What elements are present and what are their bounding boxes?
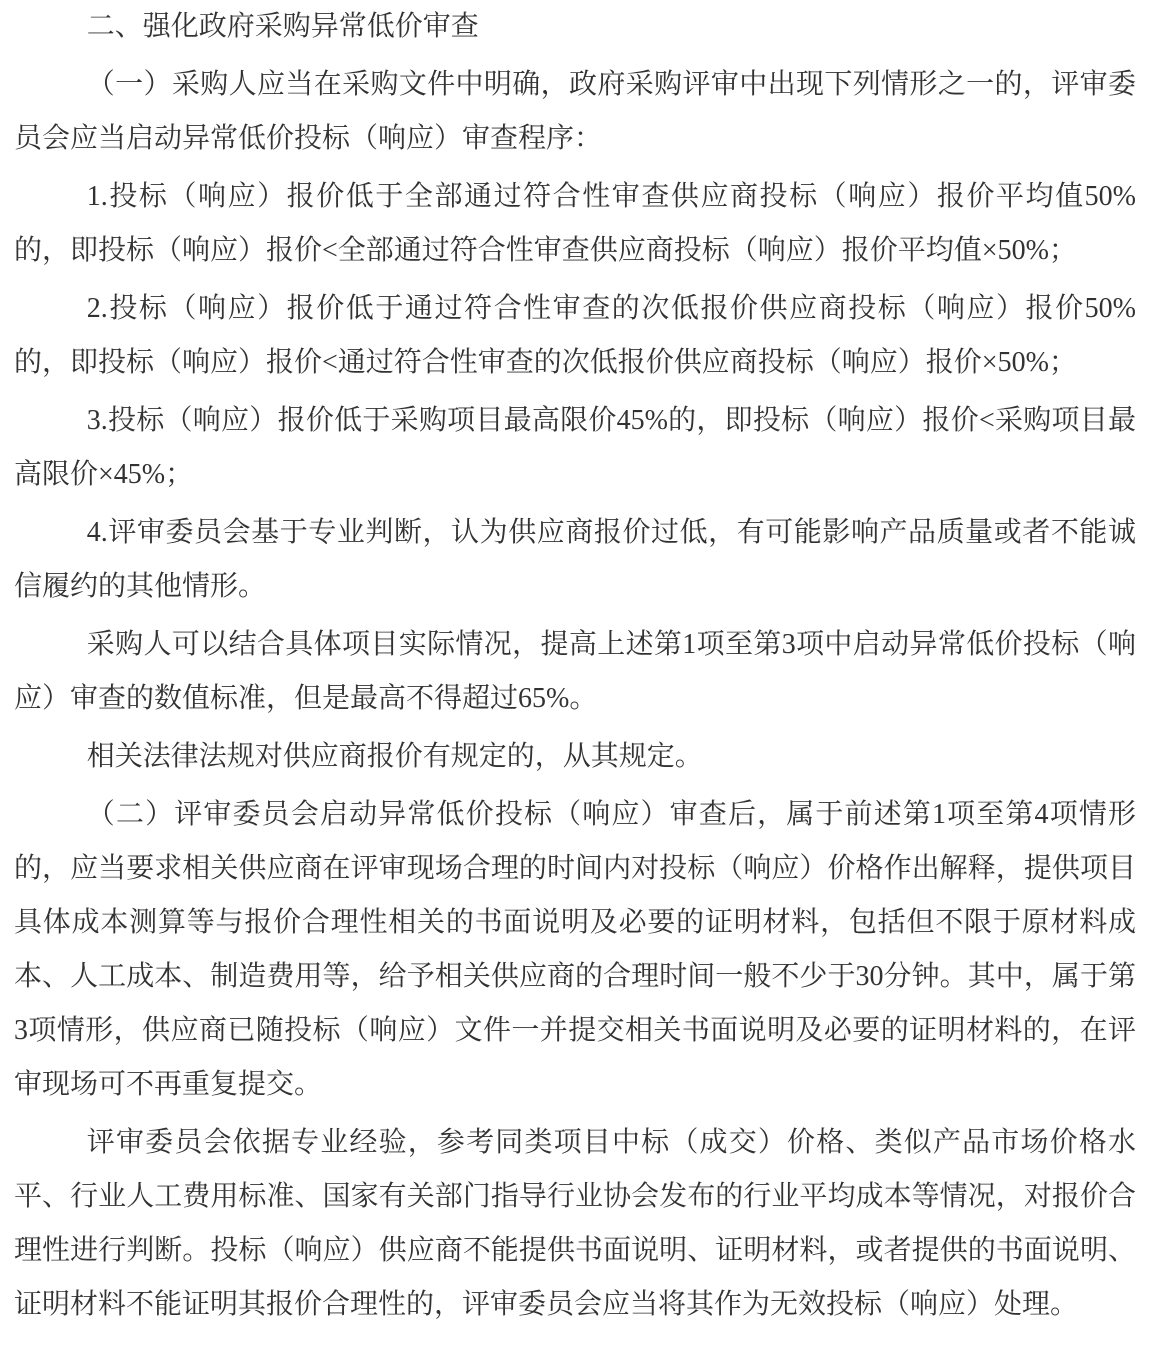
paragraph-review-procedure: （二）评审委员会启动异常低价投标（响应）审查后，属于前述第1项至第4项情形的，应当要求相关供应商在评审现场合理的时间内对投标（响应）价格作出解释，提供项目具体成本测算等与报价合理性相关的书面说明及必要的证明材料，包括但不限于原材料成本、人工成本、制造费用等，给予相关供应商的合理时间一般不少于30分钟。其中，属于第3项情形，供应商已随投标（响应）文件一并提交相关书面说明及必要的证明材料的，在评审现场可不再重复提交。: [14, 799, 1136, 1100]
paragraph-legal-reference: 相关法律法规对供应商报价有规定的，从其规定。: [86, 741, 703, 772]
paragraph-threshold-adjust: 采购人可以结合具体项目实际情况，提高上述第1项至第3项中启动异常低价投标（响应）审查的数值标准，但是最高不得超过65%。: [14, 629, 1136, 714]
paragraph-item-1: 1.投标（响应）报价低于全部通过符合性审查供应商投标（响应）报价平均值50%的，即投标（响应）报价<全部通过符合性审查供应商投标（响应）报价平均值×50%；: [14, 181, 1136, 266]
section-heading: 二、强化政府采购异常低价审查: [86, 11, 479, 42]
paragraph-intro: （一）采购人应当在采购文件中明确，政府采购评审中出现下列情形之一的，评审委员会应当启动异常低价投标（响应）审查程序：: [14, 69, 1136, 154]
paragraph-item-3: 3.投标（响应）报价低于采购项目最高限价45%的，即投标（响应）报价<采购项目最高限价×45%；: [14, 405, 1136, 490]
paragraph-item-4: 4.评审委员会基于专业判断，认为供应商报价过低，有可能影响产品质量或者不能诚信履约的其他情形。: [14, 517, 1136, 602]
paragraph-item-2: 2.投标（响应）报价低于通过符合性审查的次低报价供应商投标（响应）报价50%的，即投标（响应）报价<通过符合性审查的次低报价供应商投标（响应）报价×50%；: [14, 293, 1136, 378]
paragraph-judgment-basis: 评审委员会依据专业经验，参考同类项目中标（成交）价格、类似产品市场价格水平、行业人工费用标准、国家有关部门指导行业协会发布的行业平均成本等情况，对报价合理性进行判断。投标（响应）供应商不能提供书面说明、证明材料，或者提供的书面说明、证明材料不能证明其报价合理性的，评审委员会应当将其作为无效投标（响应）处理。: [14, 1127, 1136, 1320]
